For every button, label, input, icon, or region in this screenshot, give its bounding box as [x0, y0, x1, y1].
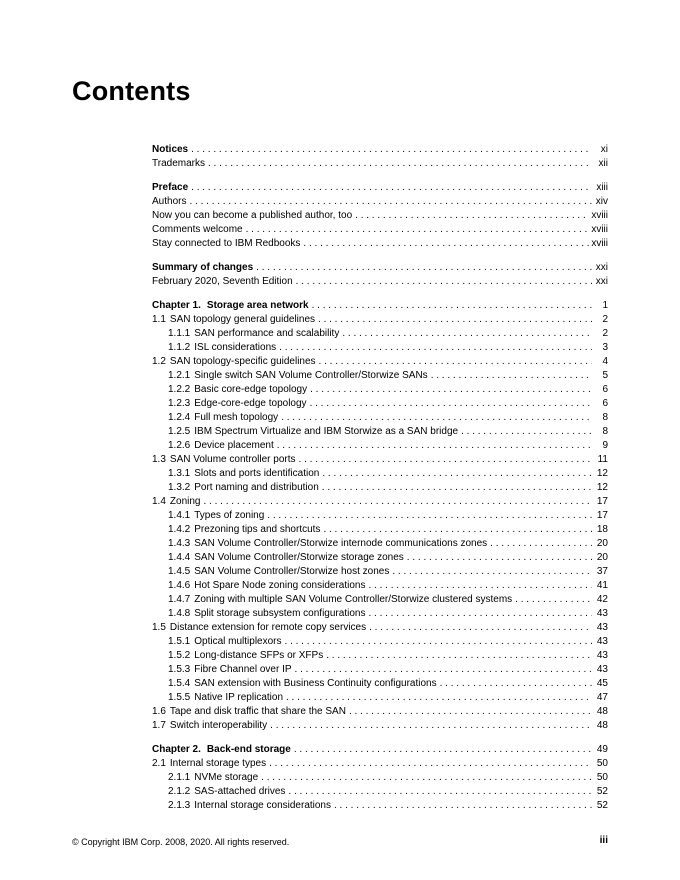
toc-entry-page: 18 [596, 524, 608, 535]
toc-entry-title: Zoning [169, 496, 201, 507]
toc-entry-title: Comments welcome [152, 224, 243, 235]
toc-entry-title: Port naming and distribution [194, 482, 319, 493]
toc-entry-number: 1.5.2 [168, 650, 191, 661]
toc-entry-page: 48 [596, 720, 608, 731]
toc-entry[interactable] [152, 757, 608, 771]
toc-entry-page: 6 [602, 398, 608, 409]
toc-entry[interactable] [152, 369, 608, 383]
toc-entry-title: Edge-core-edge topology [194, 398, 307, 409]
toc-entry-title: Trademarks [152, 158, 205, 169]
toc-leader-dots [288, 785, 592, 799]
toc-entry[interactable] [152, 621, 608, 635]
toc-entry[interactable] [152, 771, 608, 785]
toc-entry-number: 1.3.1 [168, 468, 191, 479]
toc-entry-page: xxi [595, 262, 608, 273]
toc-entry[interactable] [152, 523, 608, 537]
toc-entry[interactable] [152, 481, 608, 495]
toc-entry-number: 1.4.5 [168, 566, 191, 577]
toc-entry[interactable] [152, 383, 608, 397]
toc-leader-dots [279, 341, 592, 355]
toc-entry-number: 1.7 [152, 720, 166, 731]
toc-entry-title: ISL considerations [194, 342, 277, 353]
toc-leader-dots [342, 327, 592, 341]
toc-leader-dots [261, 771, 592, 785]
toc-entry-page: 37 [596, 566, 608, 577]
toc-entry-title: Types of zoning [194, 510, 265, 521]
toc-entry-title: SAN topology-specific guidelines [169, 356, 316, 367]
toc-entry-title: Device placement [194, 440, 274, 451]
toc-entry[interactable] [152, 157, 608, 171]
toc-entry-page: 12 [596, 468, 608, 479]
toc-entry[interactable] [152, 607, 608, 621]
toc-leader-dots [368, 579, 592, 593]
toc-leader-dots [269, 757, 592, 771]
toc-entry-title: Native IP replication [194, 692, 283, 703]
footer-page-number: iii [599, 835, 608, 846]
toc-entry-page: 43 [596, 608, 608, 619]
toc-entry-page: 12 [596, 482, 608, 493]
toc-entry-number: 2.1.1 [168, 772, 191, 783]
toc-entry[interactable] [152, 649, 608, 663]
toc-entry-title: Internal storage considerations [194, 800, 331, 811]
toc-entry-title: Split storage subsystem configurations [194, 608, 366, 619]
toc-leader-dots [322, 467, 592, 481]
toc-entry-title: SAN Volume Controller/Storwize storage zones [194, 552, 404, 563]
toc-entry-title: Prezoning tips and shortcuts [194, 524, 321, 535]
toc-entry-page: 49 [596, 744, 608, 755]
toc-entry-number: 1.2.6 [168, 440, 191, 451]
toc-entry-page: 11 [597, 454, 608, 465]
toc-entry-number: 1.4.6 [168, 580, 191, 591]
toc-entry[interactable] [152, 355, 608, 369]
toc-entry[interactable] [152, 223, 608, 237]
toc-leader-dots [203, 495, 592, 509]
toc-entry-number: 1.4.3 [168, 538, 191, 549]
toc-entry-title: SAN topology general guidelines [169, 314, 316, 325]
toc-group [152, 299, 608, 733]
toc-entry[interactable] [152, 453, 608, 467]
toc-entry-number: 2.1.3 [168, 800, 191, 811]
toc-leader-dots [208, 157, 592, 171]
toc-entry[interactable] [152, 327, 608, 341]
toc-entry-number: 1.1.2 [168, 342, 191, 353]
toc-leader-dots [369, 621, 592, 635]
toc-entry-title: Slots and ports identification [194, 468, 320, 479]
toc-entry-title: February 2020, Seventh Edition [152, 276, 293, 287]
toc-leader-dots [349, 705, 592, 719]
toc-entry-number: 1.6 [152, 706, 166, 717]
toc-entry-number: 2.1.2 [168, 786, 191, 797]
toc-entry-title: Internal storage types [169, 758, 267, 769]
toc-entry[interactable] [152, 143, 608, 157]
toc-entry[interactable] [152, 275, 608, 289]
toc-entry-title: Optical multiplexors [194, 636, 282, 647]
toc-entry-page: 42 [596, 594, 608, 605]
toc-entry-title: SAN Volume Controller/Storwize host zones [194, 566, 390, 577]
toc-entry[interactable] [152, 261, 608, 275]
footer-copyright: © Copyright IBM Corp. 2008, 2020. All rights reserved. [72, 837, 290, 847]
toc-group [152, 143, 608, 171]
toc-entry[interactable] [152, 691, 608, 705]
toc-leader-dots [368, 607, 592, 621]
toc-group [152, 261, 608, 289]
toc-leader-dots [189, 195, 592, 209]
toc-entry-page: 8 [602, 412, 608, 423]
toc-entry[interactable] [152, 467, 608, 481]
toc-entry-number: 1.3 [152, 454, 166, 465]
toc-leader-dots [286, 691, 592, 705]
toc-entry[interactable] [152, 663, 608, 677]
toc-entry-title: Now you can become a published author, too [152, 210, 353, 221]
toc-entry-page: 3 [602, 342, 608, 353]
toc-entry-title: Authors [152, 196, 187, 207]
toc-entry-number: 1.4.2 [168, 524, 191, 535]
toc-leader-dots [490, 537, 592, 551]
toc-leader-dots [355, 209, 589, 223]
toc-entry[interactable] [152, 537, 608, 551]
toc-entry-number: 1.4.7 [168, 594, 191, 605]
toc-leader-dots [256, 261, 592, 275]
toc-leader-dots [440, 677, 592, 691]
toc-entry-page: 43 [596, 664, 608, 675]
toc-entry-page: 6 [602, 384, 608, 395]
toc-entry-title: SAN performance and scalability [194, 328, 340, 339]
toc-leader-dots [310, 383, 592, 397]
toc-entry[interactable] [152, 551, 608, 565]
toc-entry-page: xviii [591, 210, 608, 221]
toc-entry[interactable] [152, 593, 608, 607]
toc-entry-number: 1.2.3 [168, 398, 191, 409]
toc-entry-title: SAS-attached drives [194, 786, 286, 797]
toc-entry-page: 43 [596, 650, 608, 661]
toc-entry-page: 20 [596, 552, 608, 563]
toc-entry-title: Notices [152, 144, 189, 155]
toc-entry-number: 1.2.1 [168, 370, 191, 381]
toc-entry-title: Basic core-edge topology [194, 384, 308, 395]
toc-entry-title: Back-end storage [206, 744, 291, 755]
toc-leader-dots [319, 355, 592, 369]
toc-entry-page: xxi [595, 276, 608, 287]
toc-leader-dots [323, 523, 592, 537]
toc-entry[interactable] [152, 579, 608, 593]
toc-leader-dots [299, 453, 592, 467]
toc-entry-number: 1.4.1 [168, 510, 191, 521]
toc-entry-title: Storage area network [206, 300, 309, 311]
toc-entry-number: 1.3.2 [168, 482, 191, 493]
toc-entry[interactable] [152, 799, 608, 813]
toc-leader-dots [294, 743, 592, 757]
toc-entry[interactable] [152, 313, 608, 327]
toc-entry-number: 1.2.4 [168, 412, 191, 423]
toc-entry-title: Hot Spare Node zoning considerations [194, 580, 366, 591]
toc-entry-page: 50 [596, 758, 608, 769]
toc-entry-number: 2.1 [152, 758, 166, 769]
toc-entry-number: 1.2.2 [168, 384, 191, 395]
toc-leader-dots [326, 649, 592, 663]
toc-leader-dots [191, 181, 592, 195]
toc-entry[interactable] [152, 495, 608, 509]
toc-entry-page: 43 [596, 636, 608, 647]
toc-entry-title: SAN extension with Business Continuity configurations [194, 678, 437, 689]
toc-entry-page: 9 [602, 440, 608, 451]
toc-leader-dots [515, 593, 592, 607]
toc-entry[interactable] [152, 785, 608, 799]
toc-entry[interactable] [152, 439, 608, 453]
toc-entry[interactable] [152, 397, 608, 411]
toc-entry[interactable] [152, 425, 608, 439]
toc-leader-dots [461, 425, 592, 439]
toc-entry[interactable] [152, 565, 608, 579]
toc-leader-dots [285, 635, 592, 649]
toc-entry-page: 52 [596, 800, 608, 811]
toc-entry[interactable] [152, 719, 608, 733]
toc-entry-number: 1.1.1 [168, 328, 191, 339]
toc-entry[interactable] [152, 237, 608, 251]
toc-entry-page: xi [600, 144, 608, 155]
toc-leader-dots [296, 275, 592, 289]
toc-entry-title: Distance extension for remote copy services [169, 622, 367, 633]
toc-entry-page: xiv [595, 196, 608, 207]
toc-entry[interactable] [152, 635, 608, 649]
toc-entry-title: Zoning with multiple SAN Volume Controller/Storwize clustered systems [194, 594, 513, 605]
toc-entry-page: 45 [596, 678, 608, 689]
toc-entry-page: xviii [591, 224, 608, 235]
toc-entry-title: IBM Spectrum Virtualize and IBM Storwize as a SAN bridge [194, 426, 459, 437]
toc-entry-page: 20 [596, 538, 608, 549]
toc-entry-title: SAN Volume Controller/Storwize internode communications zones [194, 538, 488, 549]
toc-entry-page: 50 [596, 772, 608, 783]
toc-entry-page: 17 [596, 510, 608, 521]
toc-entry-page: 5 [602, 370, 608, 381]
toc-leader-dots [318, 313, 592, 327]
toc-entry-number: 1.4.4 [168, 552, 191, 563]
toc-entry-number: 1.1 [152, 314, 166, 325]
toc-entry-title: SAN Volume controller ports [169, 454, 296, 465]
toc-leader-dots [277, 439, 592, 453]
toc-entry-number: 1.5.1 [168, 636, 191, 647]
toc-entry[interactable] [152, 411, 608, 425]
toc-entry-number: 1.5.4 [168, 678, 191, 689]
toc-entry-number: 1.5 [152, 622, 166, 633]
toc-entry[interactable] [152, 181, 608, 195]
toc-group [152, 181, 608, 251]
toc-entry-title: Summary of changes [152, 262, 254, 273]
toc-entry-page: xviii [591, 238, 608, 249]
toc-entry[interactable] [152, 677, 608, 691]
toc-leader-dots [246, 223, 590, 237]
table-of-contents [152, 143, 608, 823]
toc-entry[interactable] [152, 743, 608, 757]
toc-entry-page: 41 [596, 580, 608, 591]
toc-entry-number: 1.5.5 [168, 692, 191, 703]
toc-entry-title: Stay connected to IBM Redbooks [152, 238, 301, 249]
toc-entry-number: 1.4.8 [168, 608, 191, 619]
toc-leader-dots [392, 565, 592, 579]
toc-entry[interactable] [152, 195, 608, 209]
toc-entry[interactable] [152, 509, 608, 523]
toc-entry-page: 52 [596, 786, 608, 797]
toc-leader-dots [322, 481, 592, 495]
toc-entry-title: Preface [152, 182, 189, 193]
page-title: Contents [72, 76, 191, 106]
toc-leader-dots [312, 299, 592, 313]
toc-leader-dots [267, 509, 592, 523]
toc-leader-dots [303, 237, 589, 251]
toc-leader-dots [310, 397, 592, 411]
toc-entry-title: Tape and disk traffic that share the SAN [169, 706, 346, 717]
toc-entry-page: 48 [596, 706, 608, 717]
toc-entry-number: 1.2 [152, 356, 166, 367]
toc-entry-page: xiii [596, 182, 608, 193]
toc-entry[interactable] [152, 705, 608, 719]
toc-entry-page: 17 [596, 496, 608, 507]
toc-entry-page: 43 [596, 622, 608, 633]
toc-entry-title: Single switch SAN Volume Controller/Storwize SANs [194, 370, 428, 381]
toc-entry-title: Long-distance SFPs or XFPs [194, 650, 324, 661]
toc-entry-page: xii [598, 158, 608, 169]
toc-entry[interactable] [152, 341, 608, 355]
toc-entry-page: 1 [602, 300, 608, 311]
toc-leader-dots [334, 799, 592, 813]
toc-entry-title: NVMe storage [194, 772, 259, 783]
toc-entry-page: 8 [602, 426, 608, 437]
toc-leader-dots [407, 551, 592, 565]
toc-entry-page: 47 [596, 692, 608, 703]
toc-entry-number: Chapter 2. [152, 744, 201, 755]
toc-entry-number: 1.2.5 [168, 426, 191, 437]
toc-leader-dots [281, 411, 592, 425]
toc-entry-title: Fibre Channel over IP [194, 664, 292, 675]
toc-entry-number: 1.4 [152, 496, 166, 507]
toc-entry[interactable] [152, 299, 608, 313]
toc-entry-title: Full mesh topology [194, 412, 279, 423]
toc-leader-dots [295, 663, 592, 677]
toc-entry[interactable] [152, 209, 608, 223]
toc-entry-number: 1.5.3 [168, 664, 191, 675]
toc-entry-page: 2 [602, 328, 608, 339]
toc-entry-page: 4 [602, 356, 608, 367]
toc-entry-page: 2 [602, 314, 608, 325]
toc-entry-number: Chapter 1. [152, 300, 201, 311]
toc-leader-dots [191, 143, 592, 157]
toc-leader-dots [270, 719, 592, 733]
toc-group [152, 743, 608, 813]
toc-leader-dots [431, 369, 592, 383]
toc-entry-title: Switch interoperability [169, 720, 268, 731]
